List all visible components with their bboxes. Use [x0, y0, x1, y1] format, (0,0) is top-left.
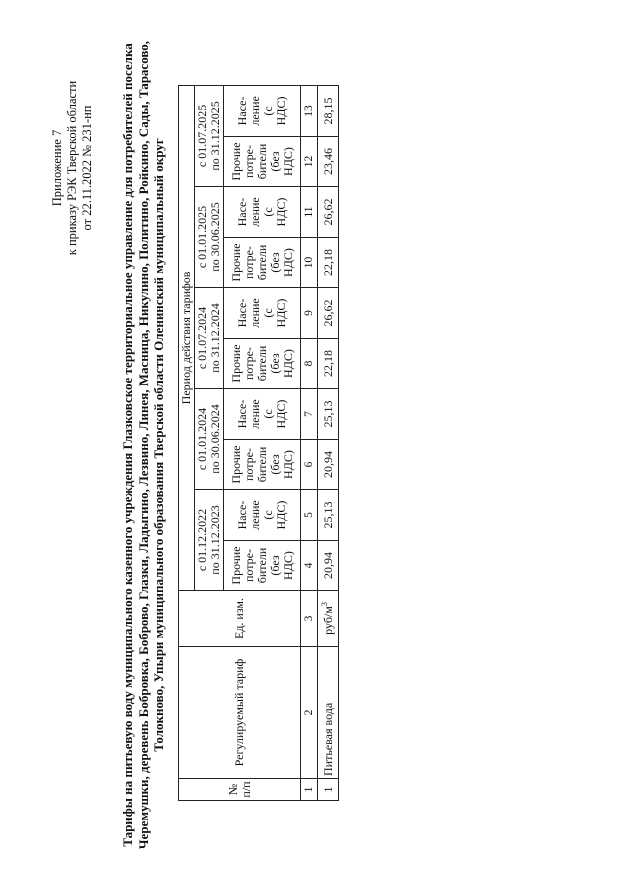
appendix-line: от 22.11.2022 № 231-нп [80, 105, 94, 231]
column-number: 10 [301, 238, 318, 288]
header-word: Насе- [235, 96, 249, 126]
period-header-5 [195, 85, 224, 186]
row-unit [318, 591, 339, 647]
header-word: ление [248, 197, 262, 227]
header-word: НДС) [274, 399, 288, 429]
header-word: Прочие [228, 546, 243, 585]
header-word: ление [248, 298, 262, 328]
header-word: Насе- [235, 298, 249, 328]
tariff-value: 23,46 [318, 137, 339, 187]
period-from: с 01.07.2024 [195, 306, 209, 370]
header-word: потре- [241, 246, 256, 279]
header-word: НДС) [280, 551, 295, 580]
header-word: бители [254, 143, 269, 180]
header-other-consumers [224, 440, 301, 490]
column-number-row [301, 85, 318, 800]
header-word: (с [261, 308, 275, 318]
tariff-value: 20,94 [318, 440, 339, 490]
tariff-value: 26,62 [318, 288, 339, 339]
period-header-3 [195, 288, 224, 389]
column-number: 2 [301, 647, 318, 779]
title-line: Черемушки, деревень Бобровка, Боброво, Глазки, Ладыгино, Лезвино, Линея, Масница, Никулино, Политино, Ройкино, Сады, Тарасово, [135, 40, 151, 850]
tariff-value: 26,62 [318, 187, 339, 238]
header-word: ление [248, 399, 262, 429]
header-word: потре- [241, 549, 256, 582]
column-number: 12 [301, 137, 318, 187]
header-word: ление [248, 500, 262, 530]
period-from: с 01.01.2024 [195, 407, 209, 471]
header-word: Насе- [235, 500, 249, 530]
period-to: по 30.06.2025 [208, 202, 222, 272]
title-line: Толокново, Упыри муниципального образования Тверской области Оленинский муниципальный округ [151, 138, 166, 752]
header-population [224, 187, 301, 238]
column-number: 9 [301, 288, 318, 339]
period-to: по 31.12.2025 [208, 101, 222, 171]
header-population [224, 288, 301, 339]
document-title [120, 35, 167, 855]
column-number: 1 [301, 779, 318, 801]
header-word: (с [261, 207, 275, 217]
appendix-block [50, 48, 95, 288]
period-from: с 01.12.2022 [195, 508, 209, 572]
tariff-value: 28,15 [318, 85, 339, 136]
header-other-consumers [224, 137, 301, 187]
header-word: Насе- [235, 399, 249, 429]
header-word: НДС) [280, 349, 295, 378]
header-other-consumers [224, 541, 301, 591]
unit-superscript: 3 [319, 602, 329, 607]
header-population [224, 85, 301, 136]
header-word: Насе- [235, 197, 249, 227]
appendix-line: к приказу РЭК Тверской области [65, 80, 79, 256]
row-num: 1 [318, 779, 339, 801]
header-row-period [179, 85, 195, 800]
period-to: по 31.12.2023 [208, 505, 222, 575]
period-to: по 30.06.2024 [208, 404, 222, 474]
row-tariff-name: Питьевая вода [318, 647, 339, 779]
header-tariff: Регулируемый тариф [179, 647, 301, 779]
column-number: 13 [301, 85, 318, 136]
header-word: (без [267, 151, 282, 172]
tariff-value: 25,13 [318, 389, 339, 440]
tariff-value: 22,18 [318, 238, 339, 288]
header-word: НДС) [274, 298, 288, 328]
header-word: потре- [241, 347, 256, 380]
column-number: 3 [301, 591, 318, 647]
column-number: 7 [301, 389, 318, 440]
tariff-value: 25,13 [318, 490, 339, 541]
header-word: НДС) [274, 197, 288, 227]
column-number: 11 [301, 187, 318, 238]
header-word: (с [261, 106, 275, 116]
header-word: Прочие [228, 445, 243, 484]
header-word: (без [267, 252, 282, 273]
header-other-consumers [224, 339, 301, 389]
header-other-consumers [224, 238, 301, 288]
header-num: № п/п [179, 779, 301, 801]
period-from: с 01.07.2025 [195, 104, 209, 168]
period-header-1 [195, 490, 224, 591]
header-word: (без [267, 555, 282, 576]
header-period: Период действия тарифов [179, 85, 195, 590]
period-header-2 [195, 389, 224, 490]
tariff-table [178, 85, 339, 801]
header-population [224, 389, 301, 440]
header-word: ление [248, 96, 262, 126]
header-word: (без [267, 454, 282, 475]
tariff-value: 20,94 [318, 541, 339, 591]
header-word: бители [254, 244, 269, 281]
header-word: бители [254, 345, 269, 382]
header-word: (без [267, 353, 282, 374]
header-word: Прочие [228, 344, 243, 383]
header-word: (с [261, 510, 275, 520]
header-word: НДС) [280, 450, 295, 479]
period-to: по 31.12.2024 [208, 303, 222, 373]
header-population [224, 490, 301, 541]
period-from: с 01.01.2025 [195, 205, 209, 269]
header-unit: Ед. изм. [179, 591, 301, 647]
header-word: бители [254, 446, 269, 483]
column-number: 8 [301, 339, 318, 389]
header-word: потре- [241, 145, 256, 178]
column-number: 6 [301, 440, 318, 490]
column-number: 5 [301, 490, 318, 541]
header-word: Прочие [228, 142, 243, 181]
period-header-4 [195, 187, 224, 288]
table-row [318, 85, 339, 800]
tariff-value: 22,18 [318, 339, 339, 389]
unit-text: руб/м [320, 606, 335, 635]
title-line: Тарифы на питьевую воду муниципального казенного учреждения Глазковское территориальное управление для потребителей поселка [120, 43, 135, 847]
column-number: 4 [301, 541, 318, 591]
header-word: (с [261, 409, 275, 419]
header-word: НДС) [274, 500, 288, 530]
appendix-line: Приложение 7 [50, 129, 64, 207]
header-word: Прочие [228, 243, 243, 282]
header-word: НДС) [280, 248, 295, 277]
header-word: НДС) [274, 96, 288, 126]
header-word: НДС) [280, 147, 295, 176]
header-word: бители [254, 547, 269, 584]
header-word: потре- [241, 448, 256, 481]
